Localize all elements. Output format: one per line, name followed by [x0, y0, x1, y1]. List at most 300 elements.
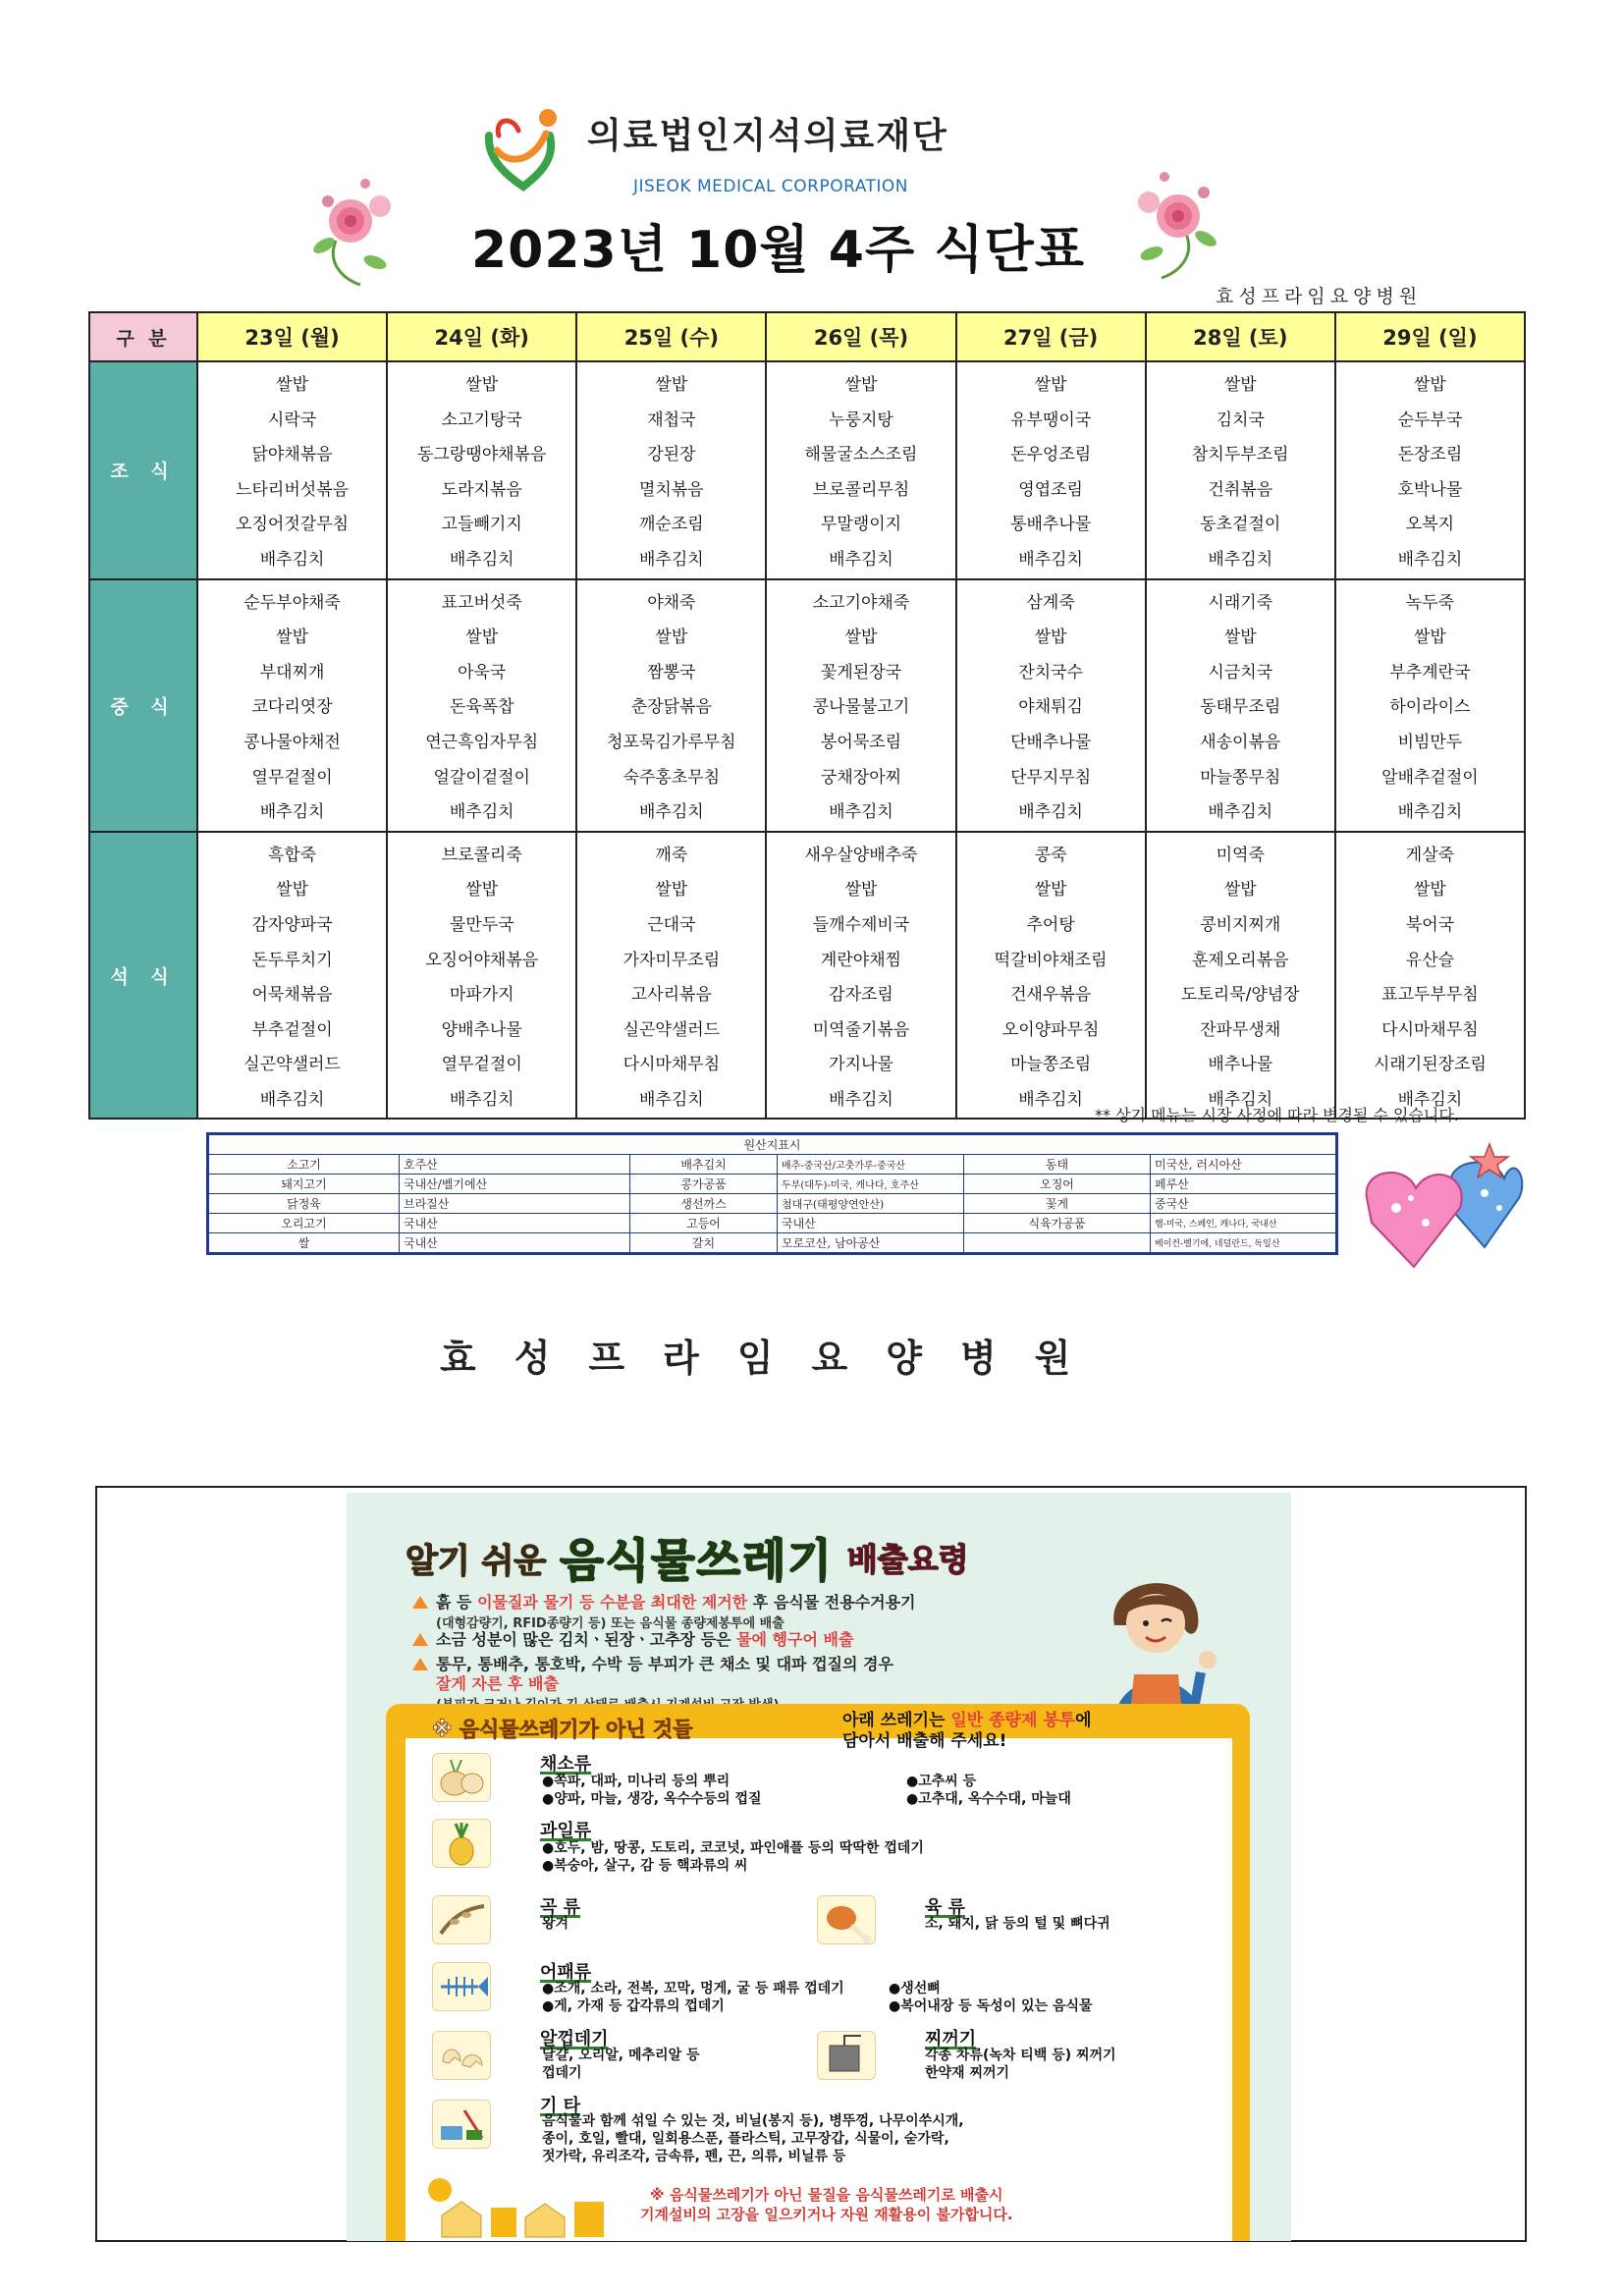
- category-line: ●쪽파, 대파, 미나리 등의 뿌리: [542, 1774, 730, 1789]
- menu-item: 새우살양배추죽: [804, 845, 918, 865]
- menu-item: 깨순조림: [639, 515, 704, 535]
- menu-item: 배추김치: [449, 802, 514, 823]
- origin-cell: 두부(대두)-미국, 캐나다, 호주산: [778, 1175, 964, 1194]
- menu-item: 배추김치: [1208, 802, 1273, 823]
- origin-cell: 중국산: [1151, 1194, 1337, 1214]
- menu-item: 콩죽: [1034, 845, 1067, 865]
- menu-item: 배추김치: [1018, 549, 1083, 570]
- origin-cell: 돼지고기: [208, 1175, 400, 1194]
- menu-item: 콩비지찌개: [1200, 914, 1281, 935]
- menu-item: 아욱국: [458, 662, 507, 683]
- instruction-text: 담아서 배출해 주세요!: [842, 1731, 1007, 1751]
- origin-cell: 생선까스: [630, 1194, 778, 1214]
- meal-label: 중 식: [89, 579, 197, 832]
- footer-line: ※ 음식물쓰레기가 아닌 물질을 음식물쓰레기로 배출시: [650, 2186, 1003, 2204]
- origin-cell: 미국산, 러시아산: [1151, 1155, 1337, 1175]
- menu-item: 오징어야채볶음: [425, 950, 539, 970]
- menu-item: 호박나물: [1397, 479, 1463, 500]
- origin-cell: 베이컨-벨기에, 네덜란드, 독일산: [1151, 1233, 1337, 1254]
- menu-item: 쌀밥: [1223, 628, 1257, 648]
- menu-item: 짬뽕국: [647, 662, 696, 683]
- lady-mascot-icon: [1085, 1557, 1232, 1723]
- menu-item: 강된장: [647, 445, 696, 465]
- menu-cell: [576, 832, 766, 1120]
- menu-item: 동태무조림: [1200, 697, 1281, 718]
- origin-cell: 국내산/벨기에산: [400, 1175, 630, 1194]
- menu-cell: [197, 579, 387, 832]
- menu-cell: [576, 361, 766, 579]
- origin-cell: 쌀: [208, 1233, 400, 1254]
- menu-item: 궁채장아찌: [820, 767, 902, 788]
- menu-item: 잔파무생채: [1200, 1019, 1281, 1040]
- category-line: 음식물과 함께 섞일 수 있는 것, 비닐(봉지 등), 병뚜껑, 나무이쑤시개,: [542, 2113, 964, 2129]
- category-vegetables-title: 채소류: [540, 1754, 592, 1775]
- menu-item: 쌀밥: [655, 880, 688, 901]
- poster-title: [406, 1527, 969, 1588]
- eggshell-icon: [432, 2031, 491, 2080]
- menu-item: 봉어묵조림: [820, 732, 902, 752]
- category-eggs-text: [542, 2047, 700, 2082]
- category-line: 젓가락, 유리조각, 금속류, 펜, 끈, 의류, 비닐류 등: [542, 2149, 846, 2164]
- page-title: 2023년 10월 4주 식단표: [471, 221, 1085, 280]
- menu-item: 오이양파무침: [1001, 1019, 1100, 1040]
- menu-item: 녹두죽: [1405, 592, 1455, 613]
- menu-cell: [197, 361, 387, 579]
- origin-title: 원산지표시: [208, 1134, 1337, 1155]
- menu-item: 김치국: [1216, 410, 1265, 430]
- logo-heart-icon: [479, 106, 568, 194]
- menu-item: 배추김치: [1018, 1089, 1083, 1110]
- table-row: [208, 1194, 1337, 1214]
- menu-item: 배추김치: [259, 802, 325, 823]
- menu-item: 부추계란국: [1389, 662, 1471, 683]
- grain-husk-icon: [432, 1895, 491, 1944]
- menu-item: 마늘쫑조림: [1010, 1055, 1092, 1075]
- origin-cell: 국내산: [400, 1214, 630, 1233]
- category-fruits-title: 과일류: [540, 1821, 592, 1841]
- menu-item: 계란야채찜: [820, 950, 902, 970]
- origin-cell: 모로코산, 남아공산: [778, 1233, 964, 1254]
- not-food-title: ※ 음식물쓰레기가 아닌 것들: [432, 1718, 693, 1741]
- menu-item: 느타리버섯볶음: [236, 479, 350, 500]
- menu-item: 고들빼기지: [441, 515, 522, 535]
- category-grains-text: 왕겨: [542, 1916, 569, 1932]
- menu-item: 쌀밥: [465, 375, 499, 395]
- menu-cell: [576, 579, 766, 832]
- menu-item: 통배추나물: [1010, 515, 1092, 535]
- poster-title-part1: 알기 쉬운: [406, 1541, 547, 1581]
- category-line: 한약재 찌꺼기: [925, 2065, 1010, 2081]
- poster-title-part3: 배출요령: [846, 1541, 969, 1578]
- menu-item: 쌀밥: [844, 628, 878, 648]
- triangle-bullet-icon: [412, 1633, 428, 1646]
- menu-item: 들깨수제비국: [812, 914, 910, 935]
- menu-item: 단무지무침: [1010, 767, 1092, 788]
- meal-label: 석 식: [89, 832, 197, 1120]
- corner-label: 구 분: [89, 312, 197, 361]
- menu-item: 실곤약샐러드: [243, 1055, 341, 1075]
- menu-item: 쌀밥: [655, 628, 688, 648]
- menu-item: 새송이볶음: [1200, 732, 1281, 752]
- menu-item: 열무겉절이: [251, 767, 333, 788]
- category-vegetables-text: [542, 1773, 761, 1808]
- origin-cell: 고등어: [630, 1214, 778, 1233]
- fish-bone-icon: [432, 1962, 491, 2011]
- origin-cell: 꽃게: [964, 1194, 1151, 1214]
- menu-item: 부추겉절이: [251, 1019, 333, 1040]
- menu-item: 다시마채무침: [1381, 1019, 1479, 1040]
- menu-item: 감자양파국: [251, 914, 333, 935]
- menu-cell: [1146, 579, 1335, 832]
- bullet-text: 통무, 통배추, 통호박, 수박 등 부피가 큰 채소 및 대파 껍질의 경우: [436, 1655, 893, 1673]
- origin-cell: 오리고기: [208, 1214, 400, 1233]
- origin-cell: 호주산: [400, 1155, 630, 1175]
- menu-item: 쌀밥: [276, 628, 308, 648]
- origin-cell: 브라질산: [400, 1194, 630, 1214]
- menu-item: 동초겉절이: [1200, 515, 1281, 535]
- rose-flower-icon: [306, 172, 405, 290]
- menu-item: 배추김치: [639, 1089, 704, 1110]
- hearts-icon: [1357, 1139, 1529, 1282]
- category-vegetables-text-right: [906, 1773, 1071, 1808]
- menu-item: 브로콜리죽: [441, 845, 522, 865]
- category-line: 각종 차류(녹차 티백 등) 찌꺼기: [925, 2048, 1116, 2063]
- menu-item: 쌀밥: [1034, 628, 1067, 648]
- poster-footer-warning: [640, 2185, 1013, 2224]
- menu-item: 도토리묵/양념장: [1180, 985, 1300, 1006]
- category-dregs-text: [925, 2047, 1116, 2082]
- origin-cell: 국내산: [778, 1214, 964, 1233]
- origin-cell: 오징어: [964, 1175, 1151, 1194]
- menu-cell: [956, 361, 1146, 579]
- category-line: ●호두, 밤, 땅콩, 도토리, 코코넛, 파인애플 등의 딱딱한 껍데기: [542, 1840, 924, 1856]
- menu-item: 훈제오리볶음: [1192, 950, 1289, 970]
- vegetable-icon: [432, 1753, 491, 1802]
- origin-cell: 배추-중국산/고춧가루-중국산: [778, 1155, 964, 1175]
- poster-title-part2: 음식물쓰레기: [560, 1534, 834, 1587]
- menu-cell: [387, 832, 576, 1120]
- menu-cell: [1335, 361, 1525, 579]
- menu-item: 멸치볶음: [639, 479, 704, 500]
- menu-item: 코다리엿장: [251, 697, 333, 718]
- origin-cell: 국내산: [400, 1233, 630, 1254]
- menu-item: 해물굴소스조림: [804, 445, 918, 465]
- menu-item: 표고두부무침: [1381, 985, 1479, 1006]
- bullet-text: 소금 성분이 많은 김치ㆍ된장ㆍ고추장 등은: [436, 1630, 737, 1649]
- table-row: [208, 1155, 1337, 1175]
- menu-item: 쌀밥: [1223, 880, 1257, 901]
- menu-item: 배추김치: [259, 549, 325, 570]
- category-meat-title: 육 류: [925, 1897, 966, 1918]
- menu-item: 배추김치: [1208, 549, 1273, 570]
- table-row: [208, 1214, 1337, 1233]
- triangle-bullet-icon: [412, 1596, 428, 1609]
- menu-item: 쌀밥: [1034, 880, 1067, 901]
- menu-item: 쌀밥: [1413, 375, 1446, 395]
- menu-cell: [956, 832, 1146, 1120]
- instruction-text: 에: [1075, 1711, 1092, 1730]
- menu-item: 유부땡이국: [1010, 410, 1092, 430]
- menu-item: 열무겉절이: [441, 1055, 522, 1075]
- menu-cell: [1335, 579, 1525, 832]
- menu-item: 배추김치: [639, 802, 704, 823]
- menu-item: 배추나물: [1208, 1055, 1273, 1075]
- origin-cell: 갈치: [630, 1233, 778, 1254]
- bullet-subtext: (대형감량기, RFID종량기 등) 또는 음식물 종량제봉투에 배출: [436, 1616, 784, 1631]
- bullet-red-text: 이물질과 물기 등 수분을 최대한 제거한: [477, 1593, 748, 1612]
- menu-item: 춘장닭볶음: [630, 697, 712, 718]
- not-food-instruction: [842, 1711, 1092, 1752]
- menu-item: 알배추겉절이: [1381, 767, 1479, 788]
- menu-item: 떡갈비야채조림: [994, 950, 1108, 970]
- origin-cell: 페루산: [1151, 1175, 1337, 1194]
- menu-item: 오징어젓갈무침: [236, 515, 350, 535]
- table-row: [208, 1233, 1337, 1254]
- category-line: ●조개, 소라, 전복, 꼬막, 멍게, 굴 등 패류 껍데기: [542, 1981, 844, 1996]
- category-line: ●생선뼈: [889, 1981, 941, 1996]
- menu-item: 물만두국: [449, 914, 514, 935]
- origin-cell: 콩가공품: [630, 1175, 778, 1194]
- rose-flower-icon: [1127, 165, 1225, 283]
- menu-item: 숙주홍초무침: [622, 767, 721, 788]
- footer-line: 기계설비의 고장을 일으키거나 자원 재활용이 불가합니다.: [640, 2206, 1013, 2223]
- menu-item: 순두부야채죽: [243, 592, 341, 613]
- menu-item: 쌀밥: [465, 628, 499, 648]
- menu-item: 배추김치: [1397, 1089, 1463, 1110]
- menu-item: 시금치국: [1208, 662, 1273, 683]
- menu-item: 재첩국: [647, 410, 696, 430]
- menu-item: 실곤약샐러드: [622, 1019, 721, 1040]
- menu-item: 콩나물불고기: [812, 697, 910, 718]
- menu-item: 배추김치: [1018, 802, 1083, 823]
- menu-item: 연근흑임자무침: [425, 732, 539, 752]
- menu-item: 참치두부조림: [1192, 445, 1289, 465]
- category-eggs-title: 알껍데기: [540, 2029, 609, 2050]
- menu-item: 영엽조림: [1018, 479, 1083, 500]
- menu-item: 배추김치: [639, 549, 704, 570]
- menu-item: 시래기죽: [1208, 592, 1273, 613]
- day-header: 26일 (목): [766, 312, 955, 361]
- category-line: ●게, 가재 등 갑각류의 껍데기: [542, 1998, 725, 2014]
- menu-item: 부대찌개: [259, 662, 325, 683]
- day-header: 28일 (토): [1146, 312, 1335, 361]
- menu-item: 배추김치: [259, 1089, 325, 1110]
- menu-item: 쌀밥: [655, 375, 688, 395]
- origin-cell: 배추김치: [630, 1155, 778, 1175]
- menu-item: 다시마채무침: [622, 1055, 721, 1075]
- menu-item: 가지나물: [829, 1055, 893, 1075]
- menu-item: 어묵채볶음: [251, 985, 333, 1006]
- org-name-ko: 의료법인지석의료재단: [587, 116, 948, 156]
- menu-item: 돈우엉조림: [1010, 445, 1092, 465]
- category-seafood-text: [542, 1980, 844, 2015]
- drumstick-icon: [817, 1895, 876, 1944]
- menu-item: 흑합죽: [267, 845, 317, 865]
- misc-waste-icon: [432, 2100, 491, 2149]
- bullet-red-text: 잘게 자른 후 배출: [436, 1674, 559, 1693]
- origin-cell: 첨대구(태평양연안산): [778, 1194, 964, 1214]
- menu-item: 야채튀김: [1018, 697, 1083, 718]
- category-line: 종이, 호일, 빨대, 일회용스푼, 플라스틱, 고무장갑, 식물이, 숟가락,: [542, 2131, 949, 2147]
- menu-change-note: ** 상기 메뉴는 시장 사정에 따라 변경될 수 있습니다.: [1095, 1106, 1459, 1124]
- menu-item: 고사리볶음: [630, 985, 712, 1006]
- menu-item: 미역줄기볶음: [812, 1019, 910, 1040]
- category-line: ●고추씨 등: [906, 1774, 977, 1789]
- menu-item: 양배추나물: [441, 1019, 522, 1040]
- bullet-red-text: 물에 헹구어 배출: [736, 1630, 854, 1649]
- menu-item: 비빔만두: [1397, 732, 1463, 752]
- bullet-text: 흙 등: [436, 1593, 478, 1612]
- menu-item: 건새우볶음: [1010, 985, 1092, 1006]
- menu-item: 배추김치: [449, 1089, 514, 1110]
- day-header: 27일 (금): [956, 312, 1146, 361]
- menu-cell: [197, 832, 387, 1120]
- menu-item: 하이라이스: [1389, 697, 1471, 718]
- menu-item: 쌀밥: [844, 375, 878, 395]
- menu-table: [88, 311, 1526, 1120]
- menu-item: 동그랑땡야채볶음: [417, 445, 547, 465]
- day-header: 25일 (수): [576, 312, 766, 361]
- origin-cell: 동태: [964, 1155, 1151, 1175]
- menu-cell: [387, 361, 576, 579]
- menu-item: 쌀밥: [465, 880, 499, 901]
- menu-cell: [766, 832, 955, 1120]
- menu-item: 단배추나물: [1010, 732, 1092, 752]
- menu-item: 돈육폭찹: [449, 697, 514, 718]
- menu-item: 무말랭이지: [820, 515, 902, 535]
- meal-row-breakfast: [89, 361, 1525, 579]
- menu-item: 마늘쫑무침: [1200, 767, 1281, 788]
- menu-item: 배추김치: [1208, 1089, 1273, 1110]
- instruction-red-text: 일반 종량제 봉투: [950, 1711, 1076, 1730]
- menu-item: 소고기야채죽: [812, 592, 910, 613]
- category-seafood-title: 어패류: [540, 1962, 592, 1983]
- hospital-name-top: 효성프라임요양병원: [1216, 286, 1423, 307]
- day-header: 23일 (월): [197, 312, 387, 361]
- menu-item: 브로콜리무침: [812, 479, 910, 500]
- menu-item: 추어탕: [1026, 914, 1075, 935]
- category-line: 달걀, 오리알, 메추리알 등: [542, 2048, 700, 2063]
- category-fruits-text: [542, 1839, 924, 1875]
- menu-item: 야채죽: [647, 592, 696, 613]
- instruction-text: 아래 쓰레기는: [842, 1711, 951, 1730]
- menu-item: 배추김치: [829, 1089, 893, 1110]
- menu-item: 건취볶음: [1208, 479, 1273, 500]
- origin-cell: 소고기: [208, 1155, 400, 1175]
- origin-cell: 식육가공품: [964, 1214, 1151, 1233]
- menu-item: 마파가지: [449, 985, 514, 1006]
- menu-cell: [387, 579, 576, 832]
- menu-item: 표고버섯죽: [441, 592, 522, 613]
- category-others-text: [542, 2112, 964, 2165]
- tea-bag-icon: [817, 2031, 876, 2080]
- hospital-name-bottom: 효성프라임요양병원: [440, 1336, 1109, 1380]
- menu-item: 시락국: [267, 410, 317, 430]
- menu-item: 쌀밥: [1413, 628, 1446, 648]
- day-header: 29일 (일): [1335, 312, 1525, 361]
- menu-item: 청포묵김가루무침: [607, 732, 736, 752]
- menu-item: 소고기탕국: [441, 410, 522, 430]
- origin-cell: [964, 1233, 1151, 1254]
- menu-item: 가자미무조림: [622, 950, 721, 970]
- menu-item: 누룽지탕: [829, 410, 893, 430]
- origin-table: [206, 1132, 1338, 1255]
- menu-item: 게살죽: [1405, 845, 1455, 865]
- menu-cell: [1335, 832, 1525, 1120]
- menu-item: 쌀밥: [844, 880, 878, 901]
- menu-item: 오복지: [1405, 515, 1455, 535]
- menu-item: 잔치국수: [1018, 662, 1083, 683]
- menu-cell: [766, 361, 955, 579]
- poster-bullet: [412, 1630, 1090, 1650]
- menu-item: 배추김치: [449, 549, 514, 570]
- menu-item: 미역죽: [1216, 845, 1265, 865]
- menu-item: 돈두루치기: [251, 950, 333, 970]
- menu-item: 쌀밥: [1223, 375, 1257, 395]
- triangle-bullet-icon: [412, 1658, 428, 1670]
- menu-cell: [766, 579, 955, 832]
- menu-item: 감자조림: [829, 985, 893, 1006]
- menu-item: 순두부국: [1397, 410, 1463, 430]
- menu-item: 쌀밥: [1413, 880, 1446, 901]
- menu-cell: [1146, 832, 1335, 1120]
- day-header: 24일 (화): [387, 312, 576, 361]
- pineapple-icon: [432, 1819, 491, 1868]
- meal-label: 조 식: [89, 361, 197, 579]
- menu-cell: [956, 579, 1146, 832]
- category-line: 껍데기: [542, 2065, 582, 2081]
- menu-item: 콩나물야채전: [243, 732, 341, 752]
- menu-header-row: [89, 312, 1525, 361]
- table-row: [208, 1175, 1337, 1194]
- meal-row-lunch: [89, 579, 1525, 832]
- origin-cell: 닭정육: [208, 1194, 400, 1214]
- menu-item: 돈장조림: [1397, 445, 1463, 465]
- origin-cell: 햄-미국, 스페인, 캐나다, 국내산: [1151, 1214, 1337, 1233]
- menu-item: 쌀밥: [276, 880, 308, 901]
- category-meat-text: 소, 돼지, 닭 등의 털 및 뼈다귀: [925, 1916, 1110, 1932]
- category-line: ●복숭아, 살구, 감 등 핵과류의 씨: [542, 1858, 748, 1874]
- menu-item: 도라지볶음: [441, 479, 522, 500]
- menu-item: 닭야채볶음: [251, 445, 333, 465]
- category-grains-title: 곡 류: [540, 1897, 581, 1918]
- houses-icon: [422, 2172, 619, 2239]
- menu-item: 삼계죽: [1026, 592, 1075, 613]
- menu-item: 배추김치: [1397, 802, 1463, 823]
- menu-item: 배추김치: [1397, 549, 1463, 570]
- meal-row-dinner: [89, 832, 1525, 1120]
- menu-item: 배추김치: [829, 549, 893, 570]
- org-name-en: JISEOK MEDICAL CORPORATION: [633, 177, 909, 196]
- menu-item: 쌀밥: [1034, 375, 1067, 395]
- category-others-title: 기 타: [540, 2096, 581, 2116]
- poster-bullet: [412, 1593, 1090, 1634]
- menu-item: 쌀밥: [276, 375, 308, 395]
- bullet-text: 후 음식물 전용수거용기: [747, 1593, 916, 1612]
- menu-item: 유산슬: [1405, 950, 1455, 970]
- menu-item: 얼갈이겉절이: [433, 767, 530, 788]
- menu-item: 깨죽: [655, 845, 688, 865]
- menu-item: 꽃게된장국: [820, 662, 902, 683]
- category-line: ●고추대, 옥수수대, 마늘대: [906, 1791, 1071, 1807]
- menu-item: 근대국: [647, 914, 696, 935]
- category-seafood-text-right: [889, 1980, 1093, 2015]
- category-line: ●양파, 마늘, 생강, 옥수수등의 껍질: [542, 1791, 762, 1807]
- menu-item: 배추김치: [829, 802, 893, 823]
- menu-cell: [1146, 361, 1335, 579]
- menu-item: 시래기된장조림: [1373, 1055, 1487, 1075]
- category-dregs-title: 찌꺼기: [925, 2029, 977, 2050]
